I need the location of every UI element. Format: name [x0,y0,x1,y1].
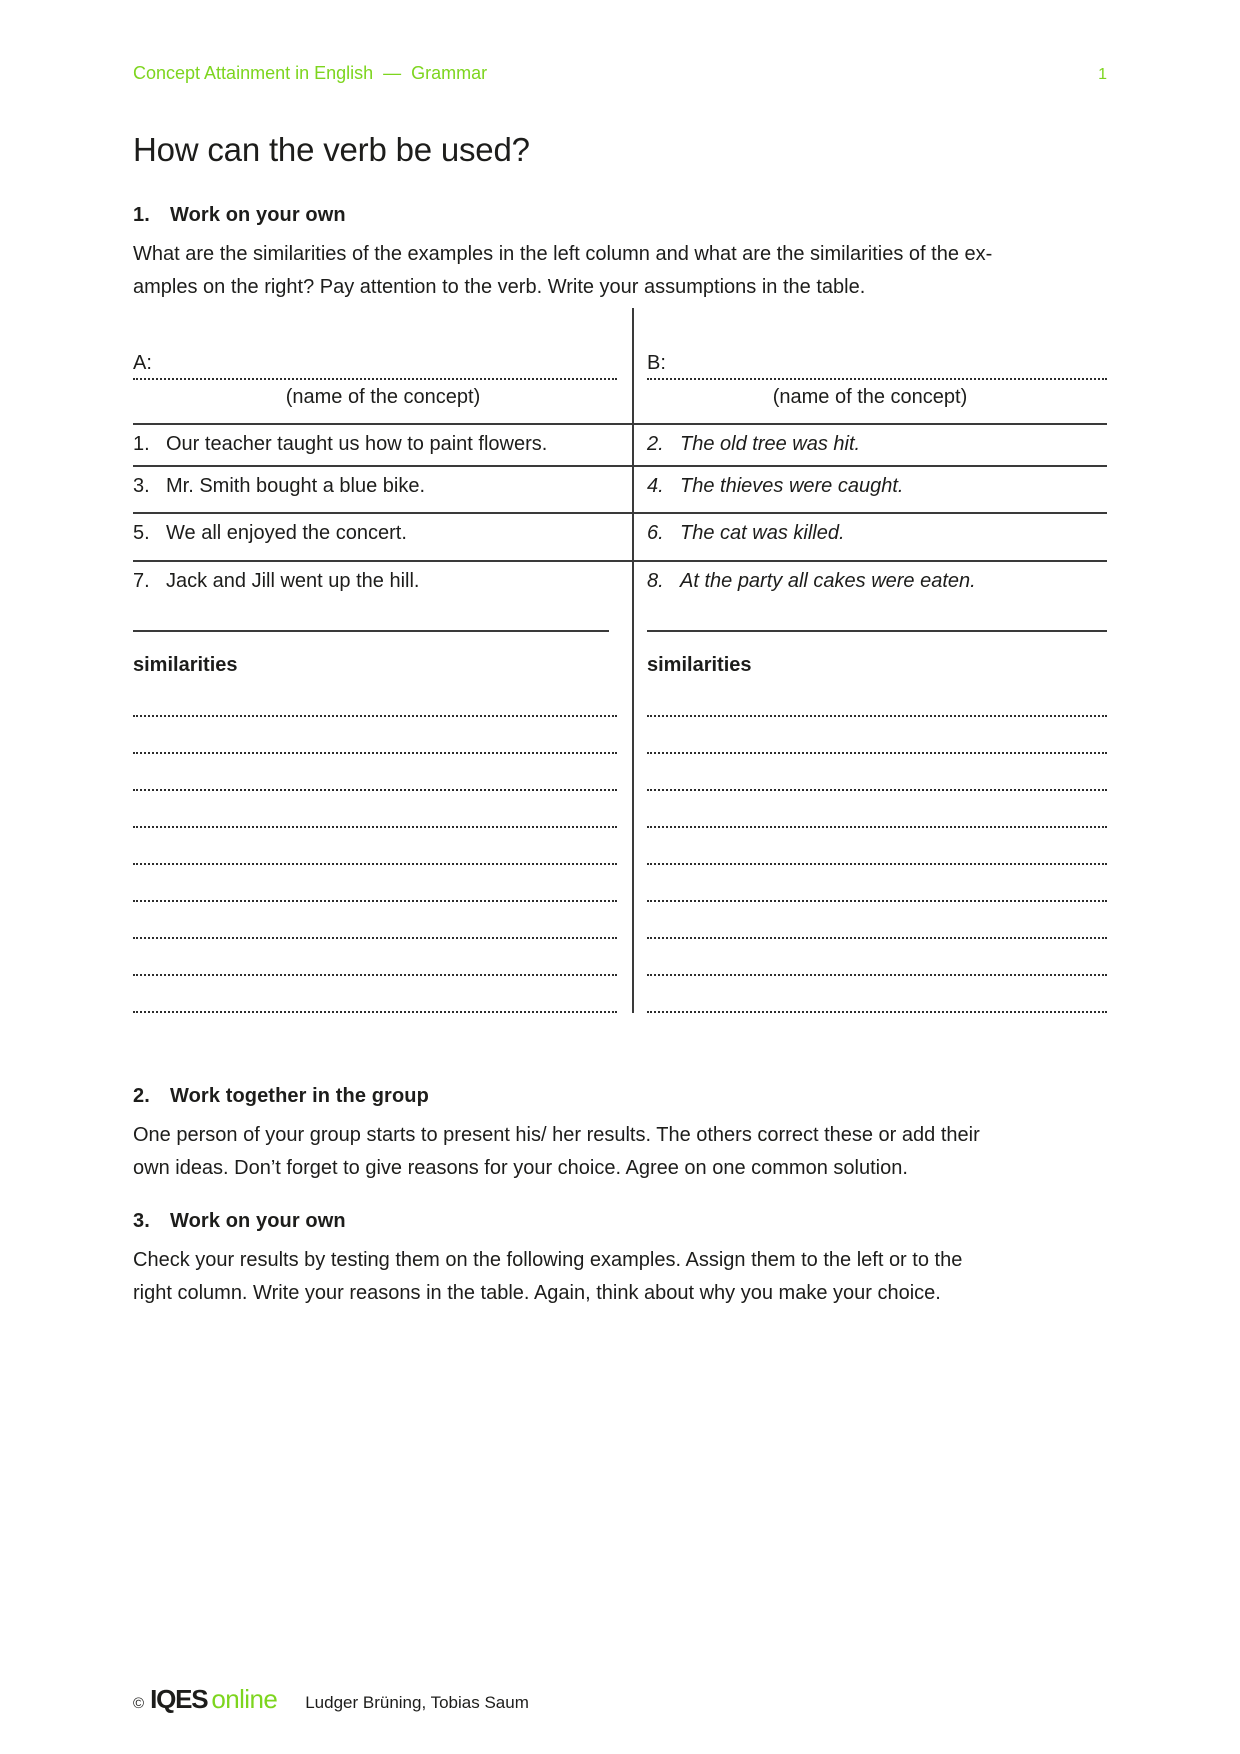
item-number: 4. [647,475,664,497]
writing-line [647,791,1107,828]
writing-line [647,939,1107,976]
example-item [633,425,1107,467]
writing-line [647,865,1107,902]
column-b-label: B: [647,352,666,374]
paragraph-line: Check your results by testing them on the following examples. Assign them to the left or to the [133,1249,963,1271]
item-text: Jack and Jill went up the hill. [166,570,420,592]
row-end-rule-b [647,630,1107,632]
section-paragraph [133,1244,1113,1309]
example-item [633,514,1107,562]
item-number: 2. [647,433,664,455]
section-work-on-your-own-3 [133,1210,1113,1309]
paragraph-line: What are the similarities of the examples in the left column and what are the similarities of the ex- [133,243,993,265]
item-number: 3. [133,475,150,497]
writing-line [133,791,617,828]
item-text: We all enjoyed the concert. [166,522,407,544]
writing-line [647,678,1107,717]
column-a [133,308,633,1013]
item-text: Our teacher taught us how to paint flowers. [166,433,548,455]
writing-line [133,678,617,717]
writing-line [133,865,617,902]
writing-line [647,717,1107,754]
item-text: The old tree was hit. [680,433,861,455]
item-number: 1. [133,433,150,455]
column-b-header [633,308,1107,425]
paragraph-line: One person of your group starts to present his/ her results. The others correct these or add their [133,1124,980,1146]
writing-line [133,939,617,976]
iqes-online-logo: online [211,1684,278,1714]
paragraph-line: own ideas. Don’t forget to give reasons for your choice. Agree on one common solution. [133,1156,908,1179]
writing-line [647,754,1107,791]
similarities-label-b: similarities [647,654,752,676]
section-paragraph [133,238,1113,303]
section-heading-label: Work together in the group [170,1085,429,1107]
writing-line [133,828,617,865]
example-item [633,562,1107,630]
section-work-on-your-own-1 [133,204,1113,303]
example-item [133,467,633,514]
concept-name-line-a [133,352,617,380]
item-number: 6. [647,522,664,544]
section-number: 2. [133,1085,150,1107]
concept-comparison-table [133,308,1107,1013]
item-text: Mr. Smith bought a blue bike. [166,475,426,497]
concept-name-line-b [647,352,1107,380]
item-number: 8. [647,570,664,592]
similarities-label-a: similarities [133,654,238,676]
writing-line [647,902,1107,939]
item-text: The thieves were caught. [680,475,904,497]
example-item [133,425,633,467]
doc-type-label: Concept Attainment in English — Grammar [133,63,488,83]
section-heading-label: Work on your own [170,1210,346,1232]
concept-caption-b: (name of the concept) [772,386,968,408]
example-item [133,514,633,562]
column-a-header [133,308,633,425]
paragraph-line: amples on the right? Pay attention to the verb. Write your assumptions in the table. [133,275,866,298]
paragraph-line: right column. Write your reasons in the table. Again, think about why you make your choice. [133,1281,941,1304]
item-number: 7. [133,570,150,592]
doc-header [133,63,1107,84]
section-number: 3. [133,1210,150,1232]
concept-caption-a: (name of the concept) [285,386,481,408]
doc-footer [133,1684,529,1715]
section-heading-label: Work on your own [170,204,346,226]
section-heading [133,1210,1113,1233]
section-heading [133,204,1113,227]
writing-line [133,717,617,754]
writing-line [133,902,617,939]
authors-credit: Ludger Brüning, Tobias Saum [305,1693,529,1712]
item-text: At the party all cakes were eaten. [680,570,976,592]
page-number: 1 [1098,66,1107,83]
section-heading [133,1085,1113,1108]
section-number: 1. [133,204,150,226]
section-work-together [133,1085,1113,1184]
writing-line [133,976,617,1013]
section-paragraph [133,1119,1113,1184]
row-end-rule-a [133,630,609,632]
item-text: The cat was killed. [680,522,845,544]
column-b [633,308,1107,1013]
copyright-symbol: © [133,1695,145,1712]
column-a-label: A: [133,352,152,374]
page-title: How can the verb be used? [133,131,530,168]
item-number: 5. [133,522,150,544]
writing-line [647,976,1107,1013]
example-item [133,562,633,630]
example-item [633,467,1107,514]
writing-line [647,828,1107,865]
writing-line [133,754,617,791]
iqes-logo: IQES [150,1684,208,1714]
